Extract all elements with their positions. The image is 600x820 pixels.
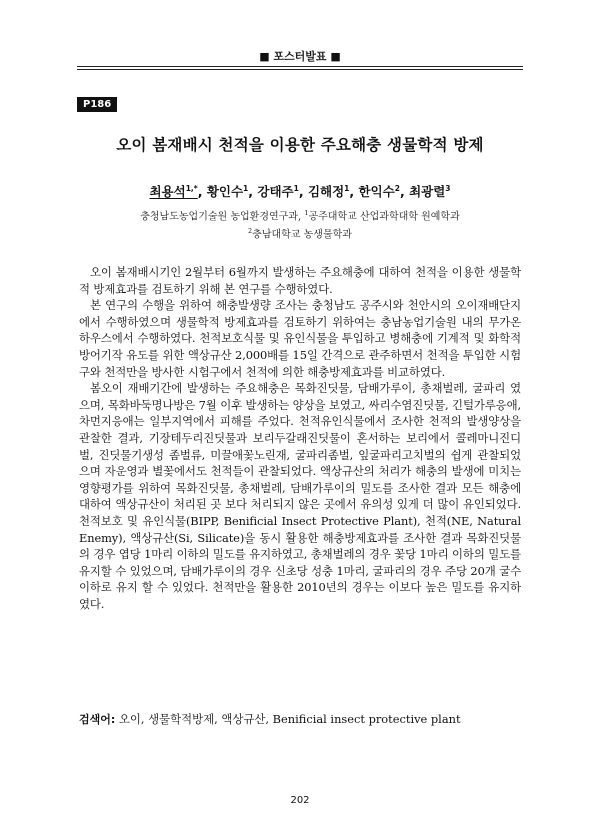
page-number: 202 <box>290 795 310 806</box>
paper-title: 오이 봄재배시 천적을 이용한 주요해충 생물학적 방제 <box>116 136 484 154</box>
section-header: ■ 포스터발표 ■ <box>259 50 341 63</box>
keywords-label: 검색어: <box>79 713 116 726</box>
affiliations <box>60 206 540 243</box>
author-5: 한익수$^2$ <box>358 183 400 199</box>
abstract-paragraph-1: 오이 봄재배시기인 2월부터 6월까지 발생하는 주요해충에 대하여 천적을 이용한 생물학적 방제효과를 검토하기 위해 본 연구를 수행하였다. <box>79 265 521 296</box>
affiliation-line-1: 충청남도농업기술원 농업환경연구과, $^1$공주대학교 산업과학대학 원예학과 <box>140 209 460 223</box>
abstract <box>79 264 521 612</box>
author-1: 최용석$^{1,*}$ <box>149 183 198 199</box>
keywords <box>79 711 521 728</box>
author-6: 최광렬$^3$ <box>409 183 451 199</box>
poster-id-badge: P186 <box>77 97 117 112</box>
header-rule-top <box>77 66 523 67</box>
keywords-text: 오이, 생물학적방제, 액상규산, Benificial insect protective plant <box>115 712 461 726</box>
author-list: 최용석$^{1,*}$, 황인수$^1$, 강태주$^1$, 김해정$^1$, 한익수$^2$, 최광렬$^3$ <box>149 183 451 199</box>
header-rule-bottom <box>77 69 523 70</box>
author-2: 황인수$^1$ <box>206 183 249 199</box>
author-4: 김해정$^1$ <box>307 183 350 199</box>
author-3: 강태주$^1$ <box>257 183 299 199</box>
abstract-paragraph-2: 본 연구의 수행을 위하여 해충발생량 조사는 충청남도 공주시와 천안시의 오이재배단지에서 수행하였으며 생물학적 방제효과를 검토하기 위하여는 충남농업기술원 내의 무가온 하우스에서 수행하였다. 천적보호식물 및 유인식물을 투입하고 병해충에 기계적 및 화학적 방어기작 유도를 위한 액상규산 2,000배를 15일 간격으로 관주하면서 천적을 투입한 시험구와 천적만을 방사한 시험구에서 천적에 의한 해충방제효과를 비교하였다. <box>79 298 521 379</box>
affiliation-line-2: $^2$충남대학교 농생물학과 <box>248 227 352 241</box>
abstract-paragraph-3: 봄오이 재배기간에 발생하는 주요해충은 목화진딧물, 담배가루이, 총채벌레, 굴파리 였으며, 목화바둑명나방은 7월 이후 발생하는 양상을 보였고, 싸리수염진딧물, 긴털가루응애, 차먼지응애는 일부지역에서 피해를 주었다. 천적유인식물에서 조사한 천적의 발생양상을 관찰한 결과, 기장테두리진딧물과 보리두갈래진딧물이 혼서하는 보리에서 콜레마니진디벌, 진딧물기생성 좀벌류, 미끌애꽃노린재, 굴파리좀벌, 잎굴파리고치벌의 쉽게 관찰되었으며 자운영과 별꽃에서도 천적들이 관찰되었다. 액상규산의 처리가 해충의 발생에 미치는 영향평가를 위하여 목화진딧물, 총채벌레, 담배가루이의 밀도를 조사한 결과 모든 해충에 대하여 액상규산이 처리된 곳 보다 처리되지 않은 곳에서 유의성 있게 더 많이 유인되었다. 천적보호 및 유인식물(BIPP, Benificial Insect Protective Plant), 천적(NE, Natural Enemy), 액상규산(Si, Silicate)을 동시 활용한 해충방제효과를 조사한 결과 목화진딧물의 경우 엽당 1마리 이하의 밀도를 유지하였고, 총채벌레의 경우 꽃당 1마리 이하의 밀도를 유지할 수 있었으며, 담배가루이의 경우 신초당 성충 1마리, 굴파리의 경우 주당 20개 굴수 이하로 유지 할 수 있었다. 천적만을 활용한 2010년의 경우는 이보다 높은 밀도를 유지하였다. <box>79 381 521 611</box>
